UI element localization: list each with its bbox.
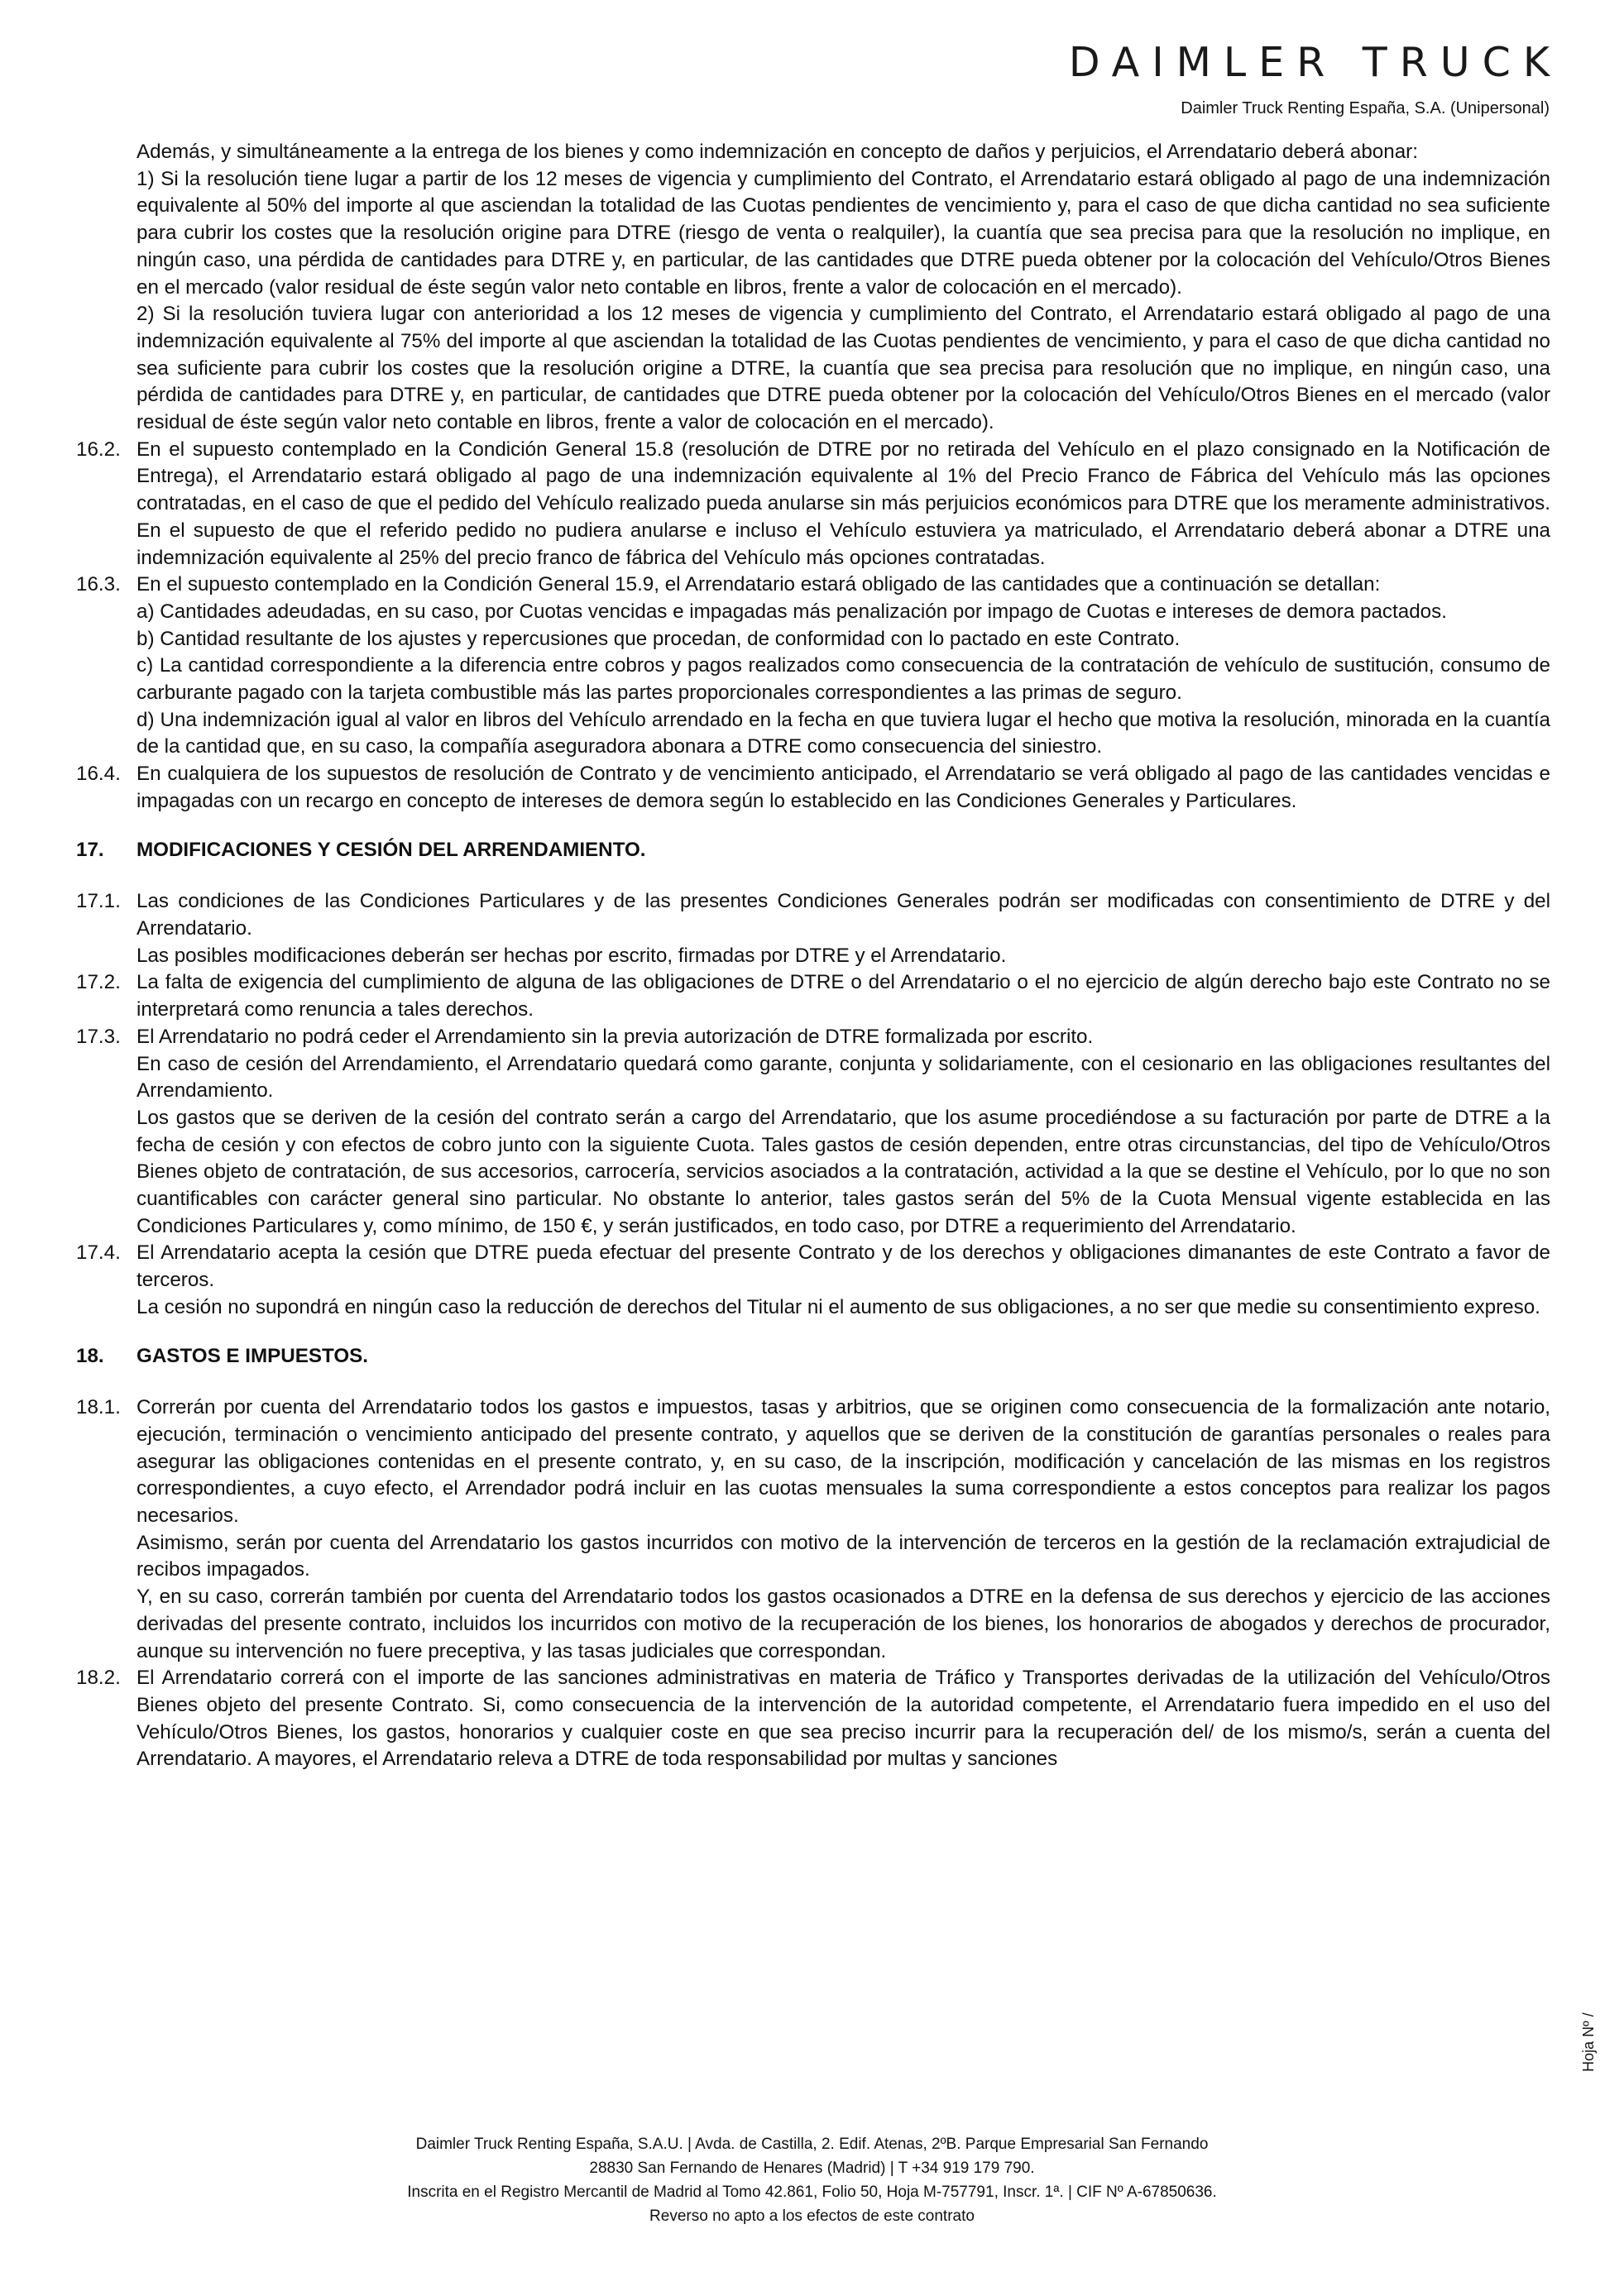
paragraph: Las condiciones de las Condiciones Particulares y de las presentes Condiciones Generales podrán ser modificadas con consentimiento de DTRE y del Arrendatario.: [137, 890, 1550, 940]
clause-16-1-continuation: [76, 139, 1550, 437]
section-title: MODIFICACIONES Y CESIÓN DEL ARRENDAMIENTO.: [137, 838, 646, 861]
clause-16-3: [76, 572, 1550, 761]
company-subtitle: Daimler Truck Renting España, S.A. (Unipersonal): [1181, 99, 1550, 117]
page-header: [1068, 38, 1562, 118]
paragraph: c) La cantidad correspondiente a la diferencia entre cobros y pagos realizados como consecuencia de la contratación de vehículo de sustitución, consumo de carburante pagado con la tarjeta combustible más las partes proporcionales correspondientes a las primas de seguro.: [137, 654, 1550, 705]
paragraph: Asimismo, serán por cuenta del Arrendatario los gastos incurridos con motivo de la intervención de terceros en la gestión de la reclamación extrajudicial de recibos impagados.: [137, 1531, 1550, 1581]
section-17-heading: [76, 837, 1550, 864]
paragraph: d) Una indemnización igual al valor en libros del Vehículo arrendado en la fecha en que tuviera lugar el hecho que motiva la resolución, minorada en la cuantía de la cantidad que, en su caso, la compañía aseguradora abonara a DTRE como consecuencia del siniestro.: [137, 708, 1550, 758]
document-body: [76, 139, 1550, 1773]
paragraph: Además, y simultáneamente a la entrega de los bienes y como indemnización en concepto de daños y perjuicios, el Arrendatario deberá abonar:: [137, 141, 1418, 163]
clause-17-1: [76, 888, 1550, 969]
clause-number: 16.4.: [76, 763, 121, 786]
clause-17-3: [76, 1024, 1550, 1241]
section-title: GASTOS E IMPUESTOS.: [137, 1344, 369, 1367]
paragraph: En el supuesto contemplado en la Condición General 15.9, el Arrendatario estará obligado de las cantidades que a continuación se detallan:: [137, 573, 1381, 596]
clause-17-2: [76, 969, 1550, 1023]
footer-line: Daimler Truck Renting España, S.A.U. | Avda. de Castilla, 2. Edif. Atenas, 2ºB. Parque Empresarial San Fernando: [415, 2136, 1209, 2153]
section-number: 18.: [76, 1344, 104, 1367]
section-number: 17.: [76, 838, 104, 861]
paragraph: El Arrendatario correrá con el importe de las sanciones administrativas en materia de Tráfico y Transportes derivadas de la utilización del Vehículo/Otros Bienes objeto del presente Contrato. Si, como consecuencia de la intervención de la autoridad competente, el Arrendatario fuera impedido en el uso del Vehículo/Otros Bienes, los gastos, honorarios y cualquier coste en que sea preciso incurrir para la recuperación del/ de los mismo/s, serán a cuenta del Arrendatario. A mayores, el Arrendatario releva a DTRE de toda responsabilidad por multas y sanciones: [137, 1667, 1550, 1771]
paragraph: El Arrendatario no podrá ceder el Arrendamiento sin la previa autorización de DTRE formalizada por escrito.: [137, 1025, 1094, 1048]
paragraph: En el supuesto contemplado en la Condición General 15.8 (resolución de DTRE por no retirada del Vehículo en el plazo consignado en la Notificación de Entrega), el Arrendatario estará obligado al pago de una indemnización equivalente al 1% del Precio Franco de Fábrica del Vehículo más las opciones contratadas, en el caso de que el pedido del Vehículo realizado pueda anularse sin más perjuicios económicos para DTRE que los meramente administrativos. En el supuesto de que el referido pedido no pudiera anularse e incluso el Vehículo estuviera ya matriculado, el Arrendatario deberá abonar a DTRE una indemnización equivalente al 25% del precio franco de fábrica del Vehículo más opciones contratadas.: [137, 438, 1550, 569]
clause-16-2: [76, 437, 1550, 572]
clause-number: 16.2.: [76, 438, 121, 461]
paragraph: 1) Si la resolución tiene lugar a partir de los 12 meses de vigencia y cumplimiento del Contrato, el Arrendatario estará obligado al pago de una indemnización equivalente al 50% del importe al que asciendan la totalidad de las Cuotas pendientes de vencimiento y, para el caso de que dicha cantidad no sea suficiente para cubrir los costes que la resolución origine para DTRE (riesgo de venta o realquiler), la cuantía que sea precisa para que la resolución no implique, en ningún caso, una pérdida de cantidades para DTRE y, en particular, de las cantidades que DTRE pueda obtener por la colocación del Vehículo/Otros Bienes en el mercado (valor residual de éste según valor neto contable en libros, frente a valor de colocación en el mercado).: [137, 167, 1550, 299]
paragraph: 2) Si la resolución tuviera lugar con anterioridad a los 12 meses de vigencia y cumplimiento del Contrato, el Arrendatario estará obligado al pago de una indemnización equivalente al 75% del importe al que asciendan la totalidad de las Cuotas pendientes de vencimiento, y para el caso de que dicha cantidad no sea suficiente para cubrir los costes que la resolución origine a DTRE, la cuantía que sea precisa para resolución que no implique, en ningún caso, una pérdida de cantidades para DTRE y, en particular, de cantidades que DTRE pueda obtener por la colocación del Vehículo/Otros Bienes en el mercado (valor residual de éste según valor neto contable en libros, frente a valor de colocación en el mercado).: [137, 303, 1550, 434]
clause-number: 17.1.: [76, 890, 121, 913]
clause-18-1: [76, 1394, 1550, 1665]
clause-number: 16.3.: [76, 573, 121, 596]
paragraph: El Arrendatario acepta la cesión que DTRE pueda efectuar del presente Contrato y de los derechos y obligaciones dimanantes de este Contrato a favor de terceros.: [137, 1241, 1550, 1292]
paragraph: a) Cantidades adeudadas, en su caso, por Cuotas vencidas e impagadas más penalización por impago de Cuotas e intereses de demora pactados.: [137, 600, 1447, 623]
paragraph: Correrán por cuenta del Arrendatario todos los gastos e impuestos, tasas y arbitrios, que se originen como consecuencia de la formalización ante notario, ejecución, terminación o vencimiento anticipado del presente contrato, y aquellos que se deriven de la constitución de garantías personales o reales para asegurar las obligaciones contenidas en el presente contrato, y, en su caso, de la inscripción, modificación y cancelación de las mismas en los registros correspondientes, a cuyo efecto, el Arrendador podrá incluir en las cuotas mensuales la suma correspondiente a estos conceptos para realizar los pagos necesarios.: [137, 1396, 1550, 1528]
footer-line: Reverso no apto a los efectos de este contrato: [649, 2208, 975, 2225]
clause-number: 18.2.: [76, 1667, 121, 1690]
clause-number: 17.2.: [76, 971, 121, 994]
clause-17-4: [76, 1240, 1550, 1321]
clause-number: 17.3.: [76, 1025, 121, 1048]
brand-logo: DAIMLER TRUCK: [1068, 39, 1562, 86]
clause-number: 17.4.: [76, 1241, 121, 1265]
paragraph: b) Cantidad resultante de los ajustes y repercusiones que procedan, de conformidad con lo pactado en este Contrato.: [137, 627, 1181, 650]
sheet-number-label: Hoja Nº /: [1580, 2012, 1597, 2072]
clause-18-2: [76, 1665, 1550, 1773]
paragraph: En cualquiera de los supuestos de resolución de Contrato y de vencimiento anticipado, el Arrendatario se verá obligado al pago de las cantidades vencidas e impagadas con un recargo en concepto de intereses de demora según lo establecido en las Condiciones Generales y Particulares.: [137, 763, 1550, 812]
footer-line: 28830 San Fernando de Henares (Madrid) | T +34 919 179 790.: [589, 2160, 1035, 2177]
footer-line: Inscrita en el Registro Mercantil de Madrid al Tomo 42.861, Folio 50, Hoja M-757791, Inscr. 1ª. | CIF Nº A-67850636.: [407, 2184, 1217, 2201]
clause-number: 18.1.: [76, 1396, 121, 1419]
paragraph: Y, en su caso, correrán también por cuenta del Arrendatario todos los gastos ocasionados a DTRE en la defensa de sus derechos y ejercicio de las acciones derivadas del presente contrato, incluidos los incurridos con motivo de la recuperación de los bienes, los honorarios de abogados y derechos de procurador, aunque su intervención no fuere preceptiva, y las tasas judiciales que correspondan.: [137, 1586, 1550, 1662]
clause-16-4: [76, 761, 1550, 815]
page-footer: [0, 2132, 1624, 2228]
paragraph: La cesión no supondrá en ningún caso la reducción de derechos del Titular ni el aumento de sus obligaciones, a no ser que medie su consentimiento expreso.: [137, 1295, 1540, 1318]
paragraph: En caso de cesión del Arrendamiento, el Arrendatario quedará como garante, conjunta y solidariamente, con el cesionario en las obligaciones resultantes del Arrendamiento.: [137, 1052, 1550, 1103]
section-18-heading: [76, 1343, 1550, 1370]
paragraph: La falta de exigencia del cumplimiento de alguna de las obligaciones de DTRE o del Arrendatario o el no ejercicio de algún derecho bajo este Contrato no se interpretará como renuncia a tales derechos.: [137, 971, 1550, 1021]
paragraph: Los gastos que se deriven de la cesión del contrato serán a cargo del Arrendatario, que los asume procediéndose a su facturación por parte de DTRE a la fecha de cesión y con efectos de cobro junto con la siguiente Cuota. Tales gastos de cesión dependen, entre otras circunstancias, del tipo de Vehículo/Otros Bienes objeto de contratación, de sus accesorios, carrocería, servicios asociados a la contratación, actividad a la que se destine el Vehículo, por lo que no son cuantificables con carácter general sino particular. No obstante lo anterior, tales gastos serán del 5% de la Cuota Mensual vigente establecida en las Condiciones Particulares y, como mínimo, de 150 €, y serán justificados, en todo caso, por DTRE a requerimiento del Arrendatario.: [137, 1106, 1550, 1237]
paragraph: Las posibles modificaciones deberán ser hechas por escrito, firmadas por DTRE y el Arrendatario.: [137, 944, 1007, 967]
